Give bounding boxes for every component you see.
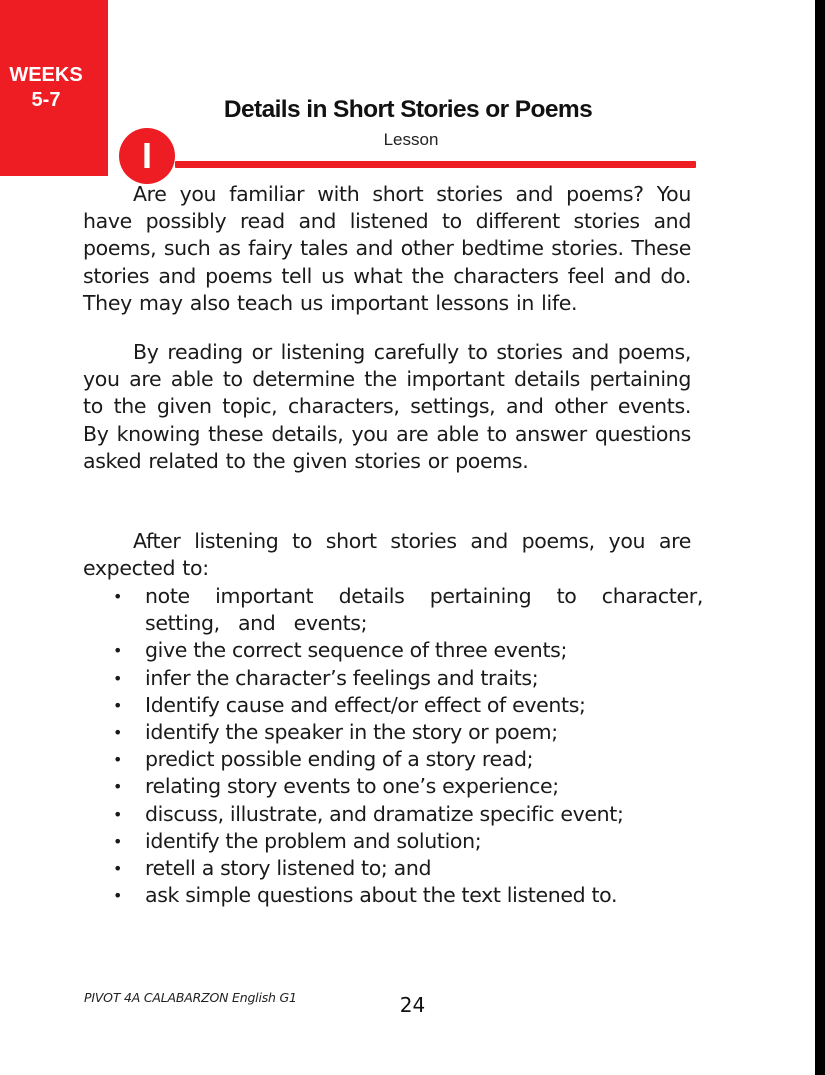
- section-badge: I: [119, 128, 175, 184]
- section-subtitle: Lesson: [383, 130, 439, 149]
- footer-source: PIVOT 4A CALABARZON English G1: [84, 990, 297, 1005]
- list-item: [113, 801, 703, 828]
- list-item: [113, 855, 703, 882]
- list-item: [113, 637, 703, 664]
- page-title: Details in Short Stories or Poems: [223, 96, 593, 123]
- list-item: [113, 882, 703, 909]
- list-item-text: ask simple questions about the text listened to.: [145, 883, 618, 908]
- reading-paragraph: By reading or listening carefully to stories and poems, you are able to determine the important details pertaining to the given topic, characters, settings, and other events. By knowing these details, you are able to answer questions asked related to the given stories or poems.: [83, 340, 691, 473]
- list-item-text: infer the character’s feelings and traits;: [145, 665, 539, 690]
- list-item-text: predict possible ending of a story read;: [145, 747, 534, 772]
- list-item-text: give the correct sequence of three events;: [145, 638, 568, 663]
- list-item-text: retell a story listened to; and: [145, 856, 432, 881]
- bullet-icon: •: [113, 831, 123, 851]
- bullet-icon: •: [113, 587, 123, 606]
- list-item-text: identify the speaker in the story or poem;: [145, 720, 558, 745]
- week-label: WEEKS: [9, 64, 83, 86]
- bullet-icon: •: [113, 695, 123, 715]
- list-item-text: discuss, illustrate, and dramatize specific event;: [145, 801, 624, 826]
- list-item: [113, 583, 703, 637]
- list-item-text: identify the problem and solution;: [145, 828, 482, 853]
- page-edge: [815, 0, 825, 1075]
- list-item-text: Identify cause and effect/or effect of events;: [145, 692, 586, 717]
- bullet-icon: •: [113, 668, 123, 688]
- bullet-icon: •: [113, 859, 123, 879]
- bullet-icon: •: [113, 723, 123, 743]
- expectations-paragraph: After listening to short stories and poems, you are expected to:: [83, 529, 691, 581]
- list-item-text: note important details pertaining to character, setting, and events;: [145, 584, 703, 636]
- page-number: 24: [399, 993, 426, 1017]
- list-item: [113, 773, 703, 800]
- list-item: [113, 719, 703, 746]
- objectives-list: [113, 583, 703, 909]
- bullet-icon: •: [113, 641, 123, 661]
- week-tab: [0, 0, 108, 176]
- bullet-icon: •: [113, 750, 123, 770]
- list-item-text: relating story events to one’s experience;: [145, 774, 559, 799]
- list-item: [113, 665, 703, 692]
- week-range: 5-7: [31, 89, 61, 111]
- bullet-icon: •: [113, 777, 123, 797]
- bullet-icon: •: [113, 886, 123, 906]
- bullet-icon: •: [113, 804, 123, 824]
- header-divider: [175, 161, 696, 168]
- list-item: [113, 828, 703, 855]
- list-item: [113, 692, 703, 719]
- intro-paragraph: Are you familiar with short stories and poems? You have possibly read and listened to different stories and poems, such as fairy tales and other bedtime stories. These stories and poems tell us what the characters feel and do. They may also teach us important lessons in life.: [83, 182, 691, 315]
- list-item: [113, 746, 703, 773]
